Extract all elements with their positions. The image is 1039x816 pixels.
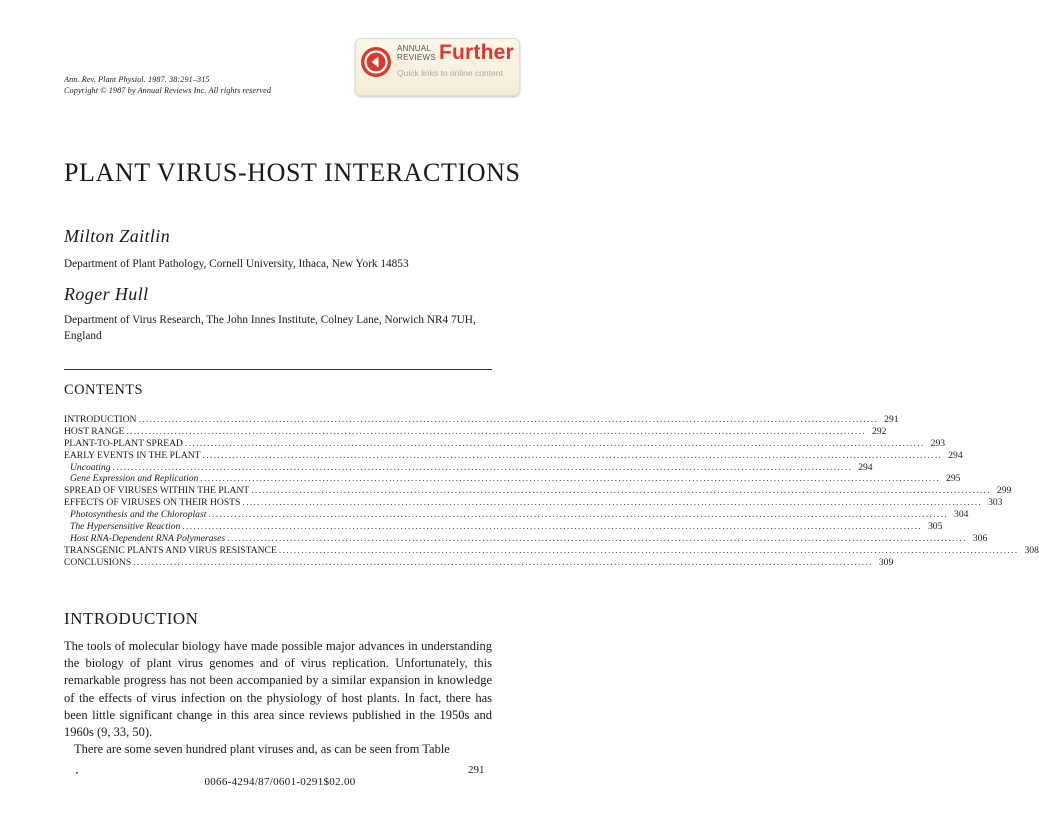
toc-leader: ........................................................................................................................................................................................................ xyxy=(138,414,879,425)
introduction-body xyxy=(64,638,492,758)
author-affiliation-2: Department of Virus Research, The John Innes Institute, Colney Lane, Norwich NR4 7UH, England xyxy=(64,314,476,342)
page-number: 291 xyxy=(468,764,485,776)
author-affiliation-1: Department of Plant Pathology, Cornell University, Ithaca, New York 14853 xyxy=(64,258,409,270)
toc-entry-host-range[interactable]: HOST RANGE ........................................................................................................................................................................................................ 292 xyxy=(64,425,887,437)
toc-leader: ........................................................................................................................................................................................................ xyxy=(278,544,1019,556)
article-title: PLANT VIRUS-HOST INTERACTIONS xyxy=(64,158,521,187)
author-name-1: Milton Zaitlin xyxy=(64,226,171,246)
toc-leader: ........................................................................................................................................................................................................ xyxy=(242,497,983,509)
toc-leader: ........................................................................................................................................................................................................ xyxy=(202,449,943,461)
toc-entry-transgenic-plants[interactable]: TRANSGENIC PLANTS AND VIRUS RESISTANCE ........................................................................................................................................................................................................ 308 xyxy=(64,544,1039,556)
journal-citation xyxy=(64,74,271,96)
toc-leader: ........................................................................................................................................................................................................ xyxy=(126,425,867,437)
article-code: 0066-4294/87/0601-0291$02.00 xyxy=(204,776,356,788)
toc-entry-uncoating[interactable]: Uncoating ........................................................................................................................................................................................................ 294 xyxy=(64,462,492,474)
table-of-contents xyxy=(64,414,1039,569)
badge-further-text: Further xyxy=(439,41,514,64)
toc-entry-introduction[interactable]: INTRODUCTION ........................................................................................................................................................................................................ 291 xyxy=(64,414,899,425)
toc-entry-effects-on-hosts[interactable]: EFFECTS OF VIRUSES ON THEIR HOSTS ........................................................................................................................................................................................................ 303 xyxy=(64,497,1003,509)
author-name-2: Roger Hull xyxy=(64,284,149,304)
toc-entry-spread-within-plant[interactable]: SPREAD OF VIRUSES WITHIN THE PLANT ........................................................................................................................................................................................................ 299 xyxy=(64,485,1012,497)
section-divider xyxy=(64,369,492,370)
further-logo-icon xyxy=(361,47,391,77)
badge-annual-reviews-text: ANNUAL REVIEWS xyxy=(397,44,436,62)
toc-entry-gene-expression[interactable]: Gene Expression and Replication ........................................................................................................................................................................................................ 295 xyxy=(64,473,492,485)
toc-entry-hypersensitive-reaction[interactable]: The Hypersensitive Reaction ........................................................................................................................................................................................................ 305 xyxy=(64,521,492,533)
toc-leader: ........................................................................................................................................................................................................ xyxy=(208,509,949,521)
badge-quick-links-text[interactable]: Quick links to online content xyxy=(397,68,503,78)
toc-entry-plant-to-plant-spread[interactable]: PLANT-TO-PLANT SPREAD ........................................................................................................................................................................................................ 293 xyxy=(64,437,946,449)
intro-paragraph-2: There are some seven hundred plant viruses and, as can be seen from Table xyxy=(74,742,450,757)
toc-leader: ........................................................................................................................................................................................................ xyxy=(112,461,853,473)
citation-line-2: Copyright © 1987 by Annual Reviews Inc. All rights reserved xyxy=(64,86,272,95)
toc-entry-rna-polymerases[interactable]: Host RNA-Dependent RNA Polymerases ........................................................................................................................................................................................................ 306 xyxy=(64,533,492,545)
toc-leader: ........................................................................................................................................................................................................ xyxy=(200,473,941,485)
toc-leader: ........................................................................................................................................................................................................ xyxy=(184,437,925,449)
toc-entry-early-events[interactable]: EARLY EVENTS IN THE PLANT ........................................................................................................................................................................................................ 294 xyxy=(64,449,963,461)
citation-line-1: Ann. Rev. Plant Physiol. 1987. 38:291–315 xyxy=(64,75,210,84)
toc-entry-photosynthesis[interactable]: Photosynthesis and the Chloroplast ........................................................................................................................................................................................................ 304 xyxy=(64,509,492,521)
toc-leader: ........................................................................................................................................................................................................ xyxy=(227,532,967,544)
toc-leader: ........................................................................................................................................................................................................ xyxy=(182,521,922,533)
scan-speck xyxy=(76,772,78,774)
introduction-heading: INTRODUCTION xyxy=(64,609,199,628)
contents-heading: CONTENTS xyxy=(64,382,143,398)
toc-leader: ........................................................................................................................................................................................................ xyxy=(251,485,991,497)
intro-paragraph-1: The tools of molecular biology have made possible major advances in understanding the biology of plant virus genomes and of virus replication. Unfortunately, this remarkable progress has not been accompanied by a similar expansion in knowledge of the effects of virus infection on the physiology of host plants. In fact, there has been little significant change in this area since reviews published in the 1950s and 1960s (9, 33, 50). xyxy=(64,639,492,740)
toc-entry-conclusions[interactable]: CONCLUSIONS ........................................................................................................................................................................................................ 309 xyxy=(64,556,894,568)
annual-reviews-further-badge[interactable] xyxy=(355,38,520,96)
toc-leader: ........................................................................................................................................................................................................ xyxy=(133,556,873,568)
